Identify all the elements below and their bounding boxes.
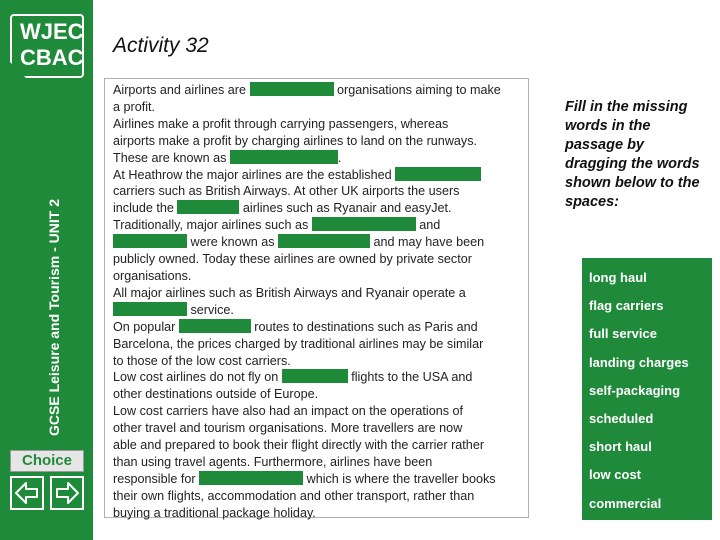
passage-text: routes to destinations such as Paris and	[250, 319, 478, 334]
passage-text: Barcelona, the prices charged by traditional airlines may be similar	[113, 336, 484, 351]
passage-text: airlines such as Ryanair and easyJet.	[239, 201, 452, 216]
passage-text: other travel and tourism organisations. More travellers are now	[113, 421, 463, 436]
passage-text: buying a traditional package holiday.	[113, 505, 316, 520]
draggable-word[interactable]: low cost	[589, 467, 642, 483]
passage-text: publicly owned. Today these airlines are owned by private sector	[113, 252, 472, 267]
passage-text: which is where the traveller books	[303, 471, 496, 486]
passage-line	[113, 150, 520, 167]
passage-text: On popular	[113, 319, 179, 334]
passage-text: than using travel agents. Furthermore, airlines have been	[113, 454, 433, 469]
passage-text: These are known as	[113, 150, 230, 165]
passage-text: a profit.	[113, 99, 155, 114]
draggable-word[interactable]: long haul	[589, 270, 647, 285]
passage-line	[113, 505, 520, 522]
passage-line	[113, 251, 520, 268]
passage-text: were known as	[187, 235, 278, 250]
passage-line	[113, 200, 520, 217]
instructions: Fill in the missing words in the passage by dragging the words shown below to the spaces:	[565, 99, 700, 210]
passage-text: Low cost airlines do not fly on	[113, 370, 282, 385]
passage-line	[113, 133, 520, 150]
passage-text: organisations.	[113, 268, 192, 283]
passage-line	[113, 167, 520, 184]
back-button[interactable]	[10, 476, 44, 510]
passage-line	[113, 82, 520, 99]
logo-line-1: WJEC	[20, 19, 84, 44]
logo-line-2: CBAC	[20, 45, 84, 70]
passage-line	[113, 437, 520, 454]
forward-button[interactable]	[50, 476, 84, 510]
passage-text: Traditionally, major airlines such as	[113, 218, 312, 233]
passage-line	[113, 234, 520, 251]
passage-line	[113, 268, 520, 285]
answer-blank[interactable]	[199, 471, 303, 485]
answer-blank[interactable]	[177, 200, 239, 214]
passage-line	[113, 488, 520, 505]
draggable-word[interactable]: short haul	[589, 439, 652, 455]
passage-text: able and prepared to book their flight directly with the carrier rather	[113, 438, 485, 453]
draggable-word[interactable]: full service	[589, 326, 657, 342]
passage-box	[104, 78, 529, 518]
passage-line	[113, 353, 520, 370]
activity-title: Activity 32	[113, 34, 209, 57]
passage-text: include the	[113, 201, 178, 216]
passage-text: Airports and airlines are	[113, 83, 250, 97]
answer-blank[interactable]	[113, 234, 187, 248]
answer-blank[interactable]	[230, 150, 338, 164]
passage-line	[113, 454, 520, 471]
word-bank	[582, 258, 712, 520]
left-arrow-icon	[12, 478, 42, 508]
answer-blank[interactable]	[312, 217, 416, 231]
passage-line	[113, 116, 520, 133]
passage-line	[113, 99, 520, 116]
passage-line	[113, 285, 520, 302]
passage-text: Low cost carriers have also had an impact on the operations of	[113, 404, 464, 419]
passage-text: All major airlines such as British Airways and Ryanair operate a	[113, 285, 466, 300]
passage-line	[113, 302, 520, 319]
passage-text: other destinations outside of Europe.	[113, 387, 319, 402]
passage-text: and	[415, 218, 441, 233]
passage-text: to those of the low cost carriers.	[113, 353, 291, 368]
passage-text: their own flights, accommodation and other transport, rather than	[113, 488, 475, 503]
passage-text: .	[337, 150, 342, 165]
passage-line	[113, 420, 520, 437]
passage-text: airports make a profit by charging airlines to land on the runways.	[113, 133, 478, 148]
draggable-word[interactable]: flag carriers	[589, 298, 664, 314]
draggable-word[interactable]: commercial	[589, 495, 662, 511]
answer-blank[interactable]	[278, 234, 370, 248]
passage-line	[113, 471, 520, 488]
answer-blank[interactable]	[250, 82, 334, 96]
right-arrow-icon	[52, 478, 82, 508]
passage-text: and may have been	[370, 235, 485, 250]
unit-title: GCSE Leisure and Tourism - UNIT 2	[46, 198, 62, 436]
answer-blank[interactable]	[282, 369, 348, 383]
passage-text: responsible for	[113, 471, 200, 486]
passage-line	[113, 336, 520, 353]
passage-text: Airlines make a profit through carrying passengers, whereas	[113, 116, 449, 131]
passage-line	[113, 217, 520, 234]
passage-text: service.	[187, 302, 234, 317]
passage-line	[113, 183, 520, 200]
passage-line	[113, 386, 520, 403]
answer-blank[interactable]	[113, 302, 187, 316]
passage-text: carriers such as British Airways. At other UK airports the users	[113, 184, 460, 199]
answer-blank[interactable]	[179, 319, 251, 333]
passage-text: At Heathrow the major airlines are the established	[113, 167, 396, 182]
passage-line	[113, 369, 520, 386]
passage-line	[113, 403, 520, 420]
wjec-cbac-logo	[10, 14, 84, 78]
passage-text: organisations aiming to make	[333, 83, 501, 97]
sidebar	[0, 0, 93, 540]
draggable-word[interactable]: scheduled	[589, 411, 654, 426]
choice-label: Choice	[10, 450, 84, 472]
draggable-word[interactable]: landing charges	[589, 354, 689, 370]
draggable-word[interactable]: self-packaging	[589, 382, 681, 398]
passage-text: flights to the USA and	[347, 370, 473, 385]
passage-line	[113, 319, 520, 336]
answer-blank[interactable]	[395, 167, 481, 181]
